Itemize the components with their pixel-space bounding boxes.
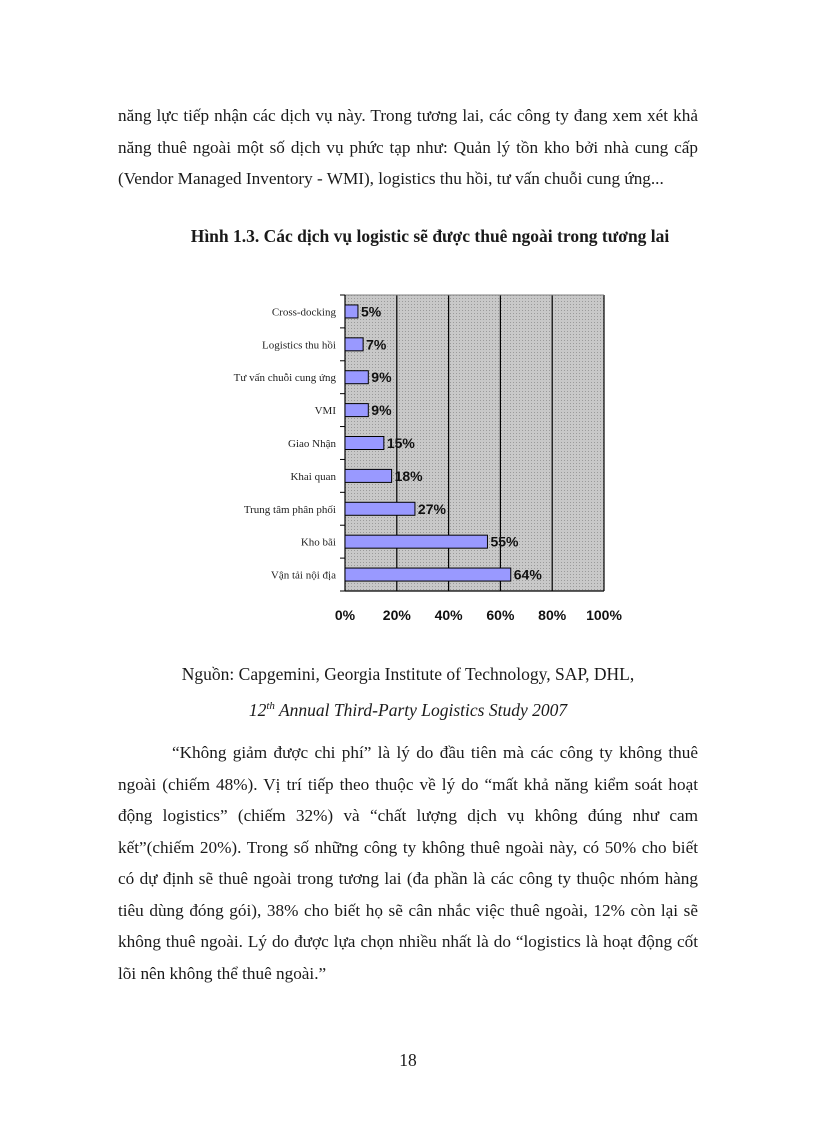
figure-source: Nguồn: Capgemini, Georgia Institute of Technology, SAP, DHL, <box>181 664 635 684</box>
data-label: 64% <box>513 566 542 583</box>
bar <box>345 338 363 351</box>
bar <box>345 469 392 482</box>
bar <box>345 568 511 581</box>
data-label: 15% <box>386 435 415 451</box>
source-edition-number: 12 <box>248 700 267 720</box>
data-label: 55% <box>490 533 519 550</box>
intro-paragraph: năng lực tiếp nhận các dịch vụ này. Trong tương lai, các công ty đang xem xét khả năng thuê ngoài một số dịch vụ phức tạp như: Quản lý tồn kho bởi nhà cung cấp (Vendor Managed Inventory - WMI), logistics thu hồi, tư vấn chuỗi cung ứng... <box>118 106 698 188</box>
category-label: Logistics thu hồi <box>262 339 336 352</box>
body-paragraph: “Không giảm được chi phí” là lý do đầu tiên mà các công ty không thuê ngoài (chiếm 48%). Vị trí tiếp theo thuộc về lý do “mất khả năng kiểm soát hoạt động logistics” (chiếm 32%) và “chất lượng dịch vụ không đúng như cam kết”(chiếm 20%). Trong số những công ty không thuê ngoài này, có 50% cho biết có dự định sẽ thuê ngoài trong tương lai (đa phần là các công ty thuộc nhóm hàng tiêu dùng đóng gói), 38% cho biết họ sẽ cân nhắc việc thuê ngoài, 12% còn lại sẽ không thuê ngoài. Lý do được lựa chọn nhiều nhất là do “logistics là hoạt động cốt lõi nên không thể thuê ngoài.” <box>118 743 698 983</box>
source-edition-suffix: th <box>266 700 275 713</box>
data-label: 18% <box>394 467 423 484</box>
source-study-name: Annual Third-Party Logistics Study 2007 <box>274 700 568 720</box>
figure-title: Hình 1.3. Các dịch vụ logistic sẽ được thuê ngoài trong tương lai <box>190 226 670 246</box>
category-label: Cross-docking <box>271 306 336 319</box>
category-label: Vận tải nội địa <box>270 569 336 582</box>
page-number: 18 <box>399 1050 417 1070</box>
category-label: VMI <box>314 405 336 418</box>
data-label: 7% <box>366 336 387 353</box>
x-tick-label: 80% <box>538 607 567 623</box>
category-label: Khai quan <box>290 470 336 483</box>
x-tick-label: 0% <box>334 607 356 623</box>
category-label: Trung tâm phân phối <box>243 503 336 516</box>
data-label: 27% <box>417 500 446 517</box>
bar <box>345 371 368 384</box>
x-tick-label: 40% <box>434 607 463 623</box>
bar <box>345 404 368 417</box>
data-label: 9% <box>371 369 392 386</box>
bar <box>345 437 384 450</box>
x-tick-label: 20% <box>382 607 411 623</box>
category-label: Kho bãi <box>300 536 336 549</box>
bar <box>345 535 487 548</box>
bar <box>345 305 358 318</box>
data-label: 5% <box>360 303 382 320</box>
x-tick-label: 60% <box>486 607 515 623</box>
data-label: 9% <box>371 402 392 419</box>
bar-chart <box>0 280 816 630</box>
category-label: Tư vấn chuỗi cung ứng <box>233 372 336 385</box>
x-tick-label: 100% <box>586 607 622 623</box>
bar <box>345 502 415 515</box>
figure-source-study <box>0 700 816 721</box>
category-label: Giao Nhận <box>288 438 336 450</box>
